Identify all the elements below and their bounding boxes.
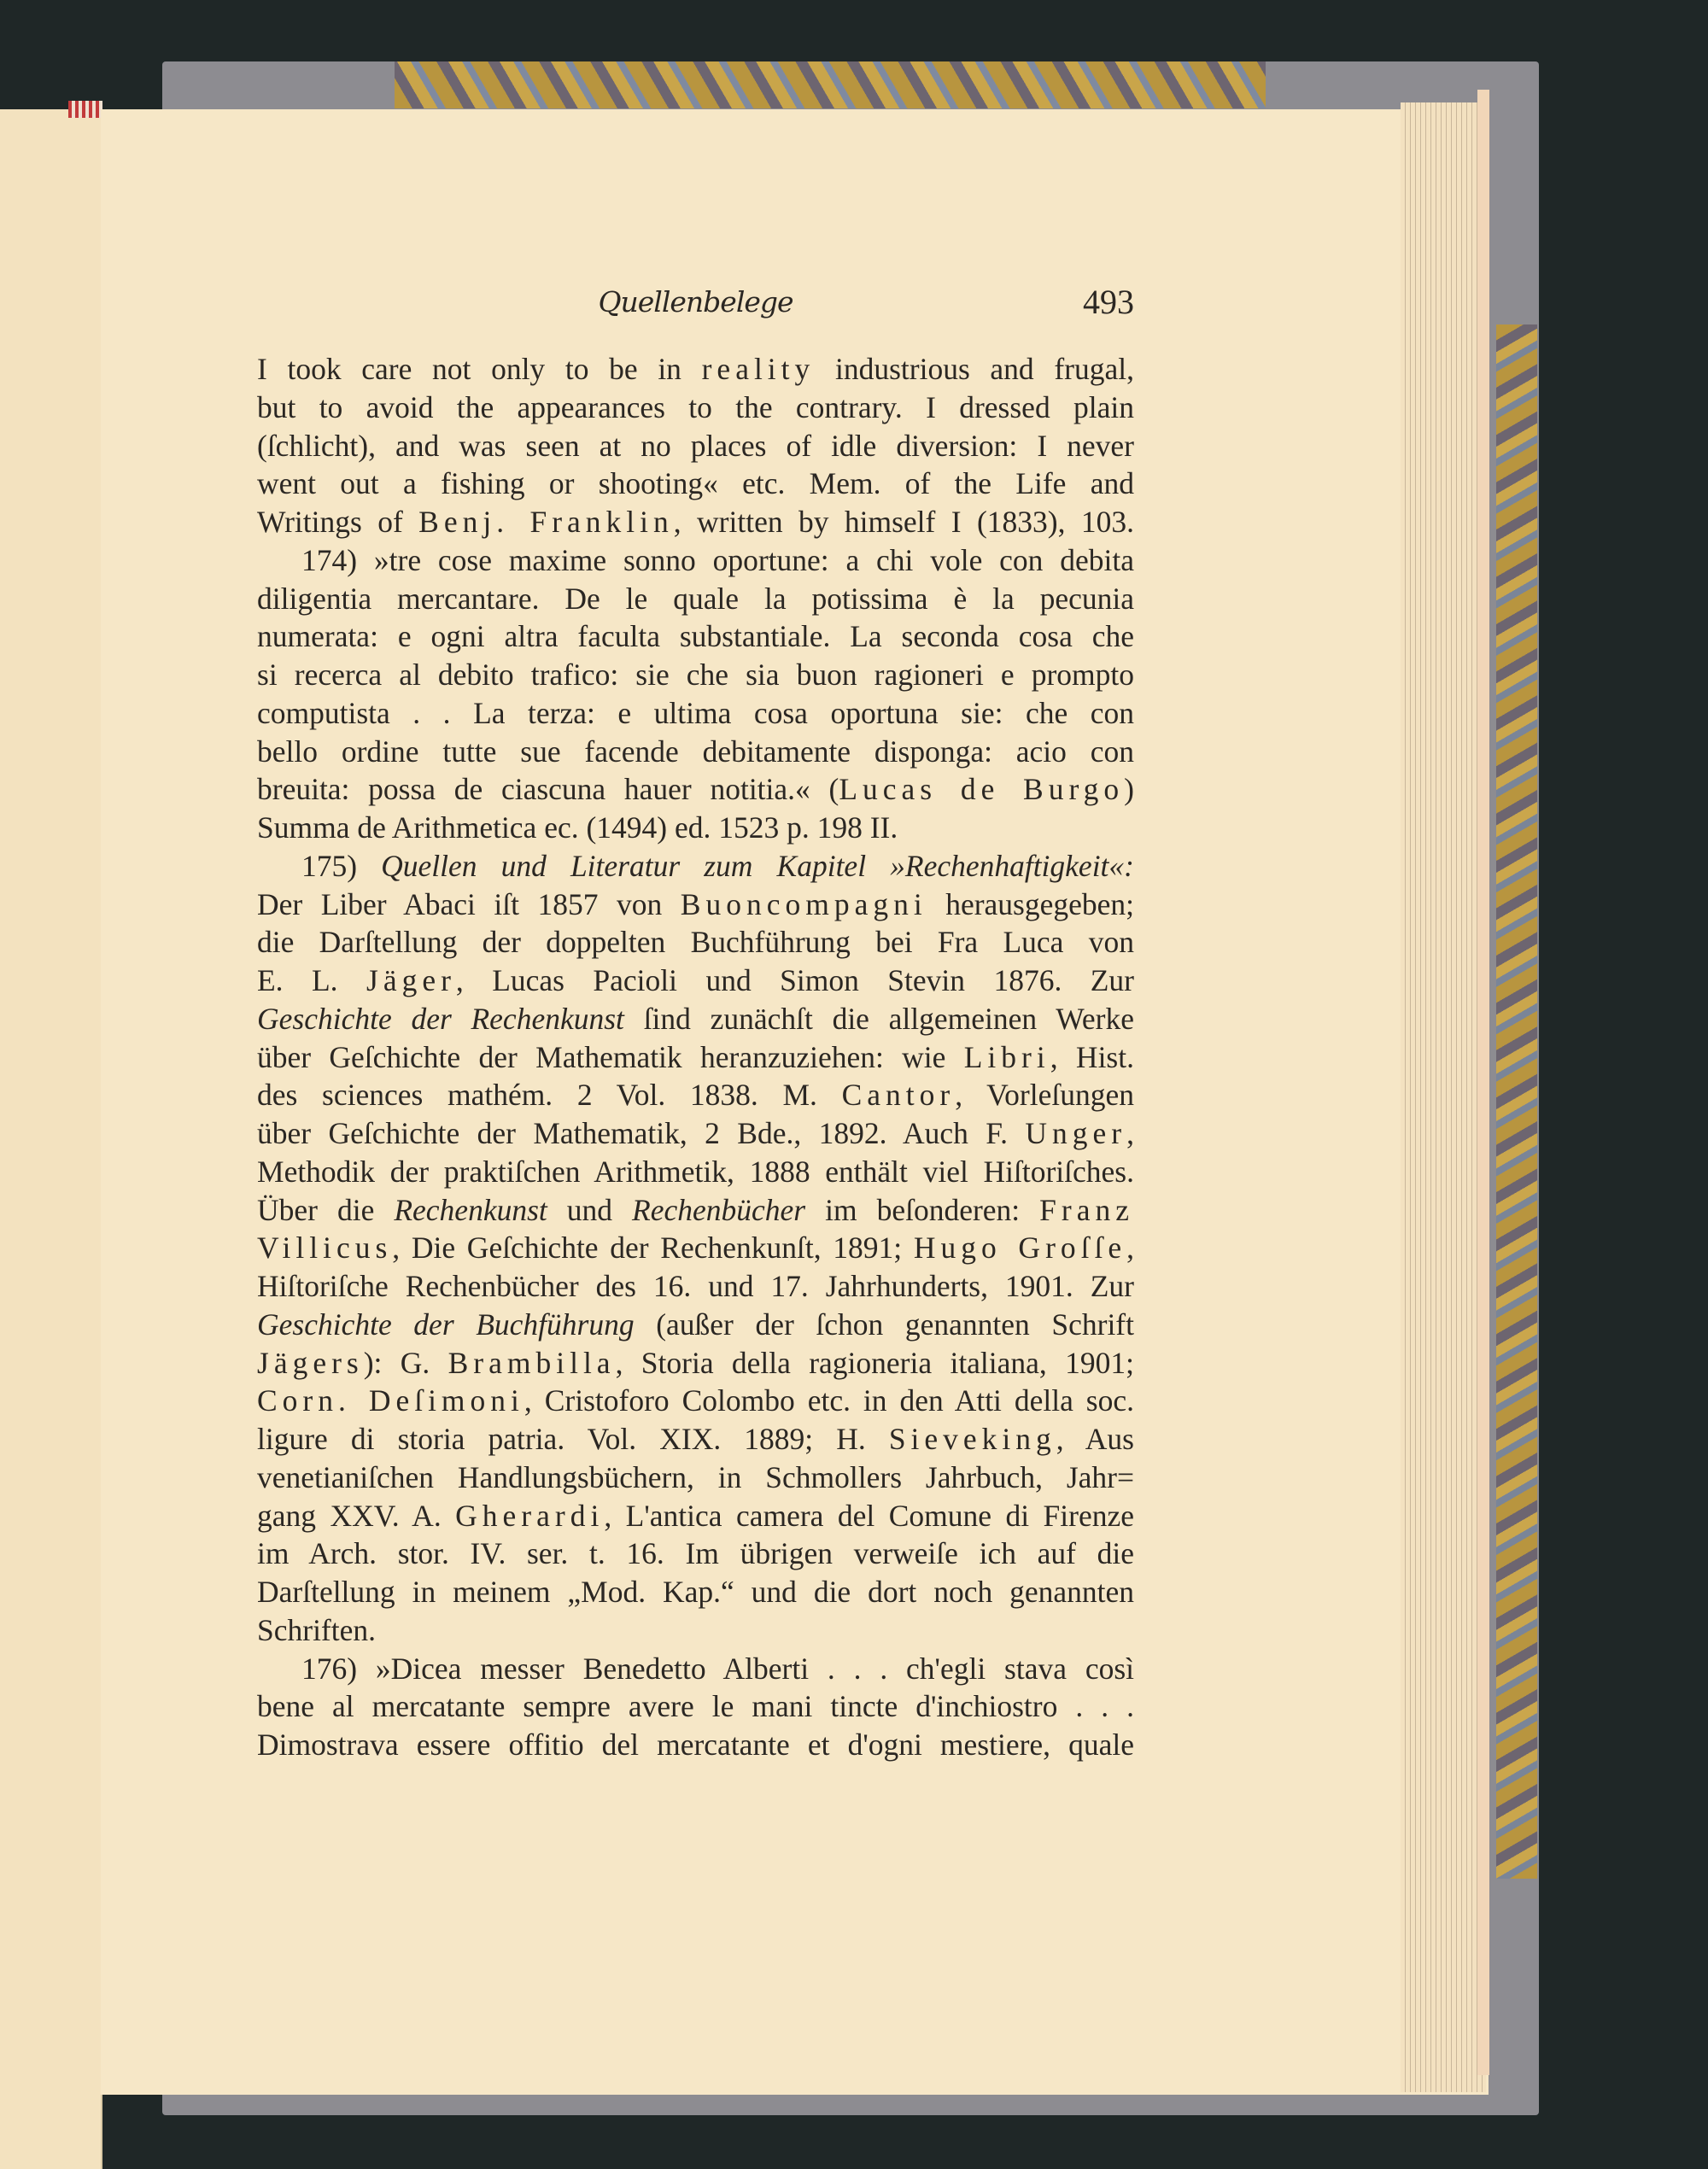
text-segment: , <box>1126 1116 1134 1150</box>
text-line <box>257 503 1134 541</box>
spaced-name: Unger <box>1025 1116 1127 1150</box>
text-segment: , Cristoforo Colombo etc. in den Atti della soc. <box>524 1383 1134 1418</box>
text-line <box>257 962 1134 1000</box>
text-segment: , written by himself I (1833), 103. <box>673 505 1134 539</box>
text-segment: , Hist. <box>1050 1039 1134 1074</box>
text-segment: des sciences mathém. 2 Vol. 1838. M. <box>257 1078 842 1113</box>
text-segment: ſind zunächſt die allgemeinen Werke <box>623 1001 1134 1036</box>
italic-text: Geschichte der Rechenkunst <box>257 1001 624 1036</box>
spaced-name: Gherardi <box>455 1498 605 1533</box>
text-segment: die Darſtellung der doppelten Buchführung bei Fra Luca von <box>257 925 1134 960</box>
text-line <box>257 847 1134 886</box>
text-segment: Methodik der praktiſchen Arithmetik, 1888 enthält viel Hiſtoriſches. <box>257 1154 1134 1189</box>
spaced-name: Jäger <box>366 963 456 997</box>
text-line <box>257 1267 1134 1306</box>
text-segment: Darſtellung in meinem „Mod. Kap.“ und die dort noch genannten <box>257 1575 1134 1609</box>
spaced-name: Jägers <box>257 1345 364 1380</box>
text-line <box>257 541 1134 580</box>
text-segment: (ſchlicht), and was seen at no places of idle diversion: I never <box>257 428 1134 463</box>
text-segment: , Lucas Pacioli und Simon Stevin 1876. Zur <box>455 963 1135 997</box>
text-segment: Über die <box>257 1192 395 1227</box>
marbled-cover-side <box>1496 324 1537 1879</box>
text-line <box>257 1459 1134 1497</box>
text-line <box>257 580 1134 618</box>
spaced-name: Brambilla <box>447 1345 616 1380</box>
headband <box>68 101 102 118</box>
text-line <box>257 389 1134 427</box>
text-segment: venetianiſchen Handlungsbüchern, in Schmollers Jahrbuch, Jahr= <box>257 1459 1134 1494</box>
text-segment: im Arch. stor. IV. ser. t. 16. Im übrigen verweiſe ich auf die <box>257 1536 1134 1571</box>
italic-text: Quellen und Literatur zum Kapitel »Rechenhaftigkeit«: <box>381 848 1134 883</box>
text-line <box>257 886 1134 924</box>
text-segment: Hiſtoriſche Rechenbücher des 16. und 17. Jahrhunderts, 1901. Zur <box>257 1269 1134 1303</box>
spaced-name: Lucas de Burgo <box>839 772 1125 807</box>
text-segment: bene al mercatante sempre avere le mani tincte d'inchiostro . . . <box>257 1689 1134 1724</box>
text-segment: , Storia della ragioneria italiana, 1901; <box>615 1345 1134 1380</box>
text-segment: industrious and frugal, <box>815 352 1134 386</box>
text-segment: (außer der ſchon genannten Schrift <box>634 1307 1134 1342</box>
text-segment: über Geſchichte der Mathematik heranzuziehen: wie <box>257 1039 964 1074</box>
text-line <box>257 1191 1134 1230</box>
text-line <box>257 465 1134 503</box>
text-line <box>257 1726 1134 1764</box>
text-segment: I took care not only to be in <box>257 352 702 386</box>
text-line <box>257 1229 1134 1267</box>
text-segment: 174) »tre cose maxime sonno oportune: a chi vole con debita <box>301 542 1134 577</box>
text-line <box>257 350 1134 389</box>
text-segment: si recerca al debito trafico: sie che sia buon ragioneri e prompto <box>257 658 1134 692</box>
text-segment: im beſonderen: <box>805 1192 1040 1227</box>
text-segment: über Geſchichte der Mathematik, 2 Bde., 1892. Auch F. <box>257 1116 1026 1150</box>
spaced-name: Villicus <box>257 1231 393 1266</box>
text-segment: numerata: e ogni altra faculta substantiale. La seconda cosa che <box>257 619 1134 654</box>
text-line <box>257 1687 1134 1726</box>
spaced-name: Benj. Franklin <box>418 505 674 539</box>
spaced-name: Franz <box>1039 1192 1134 1227</box>
text-line <box>257 1000 1134 1038</box>
text-segment: herausgegeben; <box>927 886 1134 921</box>
text-segment: , L'antica camera del Comune di Firenze <box>604 1498 1134 1533</box>
page-header <box>257 282 1134 324</box>
text-line <box>257 1153 1134 1191</box>
running-title: Quellenbelege <box>598 285 793 319</box>
text-segment: gang XXV. A. <box>257 1498 456 1533</box>
text-segment: , Die Geſchichte der Rechenkunſt, 1891; <box>392 1231 914 1266</box>
text-segment: but to avoid the appearances to the contrary. I dressed plain <box>257 389 1134 424</box>
text-segment: 175) <box>301 848 382 883</box>
text-segment: bello ordine tutte sue facende debitamente disponga: acio con <box>257 734 1134 769</box>
text-segment: E. L. <box>257 963 366 997</box>
text-segment: und <box>547 1192 633 1227</box>
spaced-name: Hugo Groſſe <box>913 1231 1127 1266</box>
text-segment: , <box>1126 1231 1134 1266</box>
text-line <box>257 1573 1134 1611</box>
text-segment: Summa de Arithmetica ec. (1494) ed. 1523 p. 198 II. <box>257 810 898 845</box>
text-line <box>257 1382 1134 1420</box>
italic-text: Rechenbücher <box>632 1192 806 1227</box>
text-segment: went out a fishing or shooting« etc. Mem. of the Life and <box>257 466 1134 501</box>
spaced-name: Buoncompagni <box>680 886 927 921</box>
spaced-name: reality <box>701 352 816 386</box>
text-segment: , Aus <box>1056 1422 1134 1456</box>
spaced-name: Cantor <box>841 1078 956 1113</box>
spaced-name: Libri <box>963 1039 1050 1074</box>
page-edges <box>1401 102 1486 2092</box>
text-segment: ) <box>1124 772 1134 807</box>
text-segment: Writings of <box>257 505 419 539</box>
text-segment: ligure di storia patria. Vol. XIX. 1889; H. <box>257 1422 889 1456</box>
text-line <box>257 1076 1134 1114</box>
text-line <box>257 809 1134 847</box>
text-line <box>257 1650 1134 1688</box>
text-line <box>257 1114 1134 1153</box>
text-line <box>257 923 1134 962</box>
text-line <box>257 427 1134 465</box>
text-segment: Dimostrava essere offitio del mercatante et d'ogni mestiere, quale <box>257 1728 1134 1762</box>
text-segment: , Vorleſungen <box>955 1078 1134 1113</box>
spaced-name: Sieveking <box>888 1422 1056 1456</box>
italic-text: Rechenkunst <box>394 1192 547 1227</box>
text-segment: diligentia mercantare. De le quale la potissima è la pecunia <box>257 581 1134 616</box>
text-line <box>257 694 1134 733</box>
text-segment: ): G. <box>363 1345 448 1380</box>
text-line <box>257 617 1134 656</box>
text-segment: Schriften. <box>257 1612 377 1647</box>
text-segment: breuita: possa de ciascuna hauer notitia.« ( <box>257 772 839 807</box>
text-segment: 176) »Dicea messer Benedetto Alberti . . . ch'egli stava così <box>301 1651 1134 1686</box>
italic-text: Geschichte der Buchführung <box>257 1307 635 1342</box>
text-segment: computista . . La terza: e ultima cosa oportuna sie: che con <box>257 695 1134 730</box>
page-edge-outer <box>1477 90 1489 2075</box>
marbled-cover-top <box>395 61 1266 108</box>
page-body-text <box>257 350 1134 1764</box>
text-line <box>257 1497 1134 1535</box>
text-line <box>257 656 1134 694</box>
text-line <box>257 1611 1134 1650</box>
text-segment: Der Liber Abaci iſt 1857 von <box>257 886 681 921</box>
text-line <box>257 1344 1134 1383</box>
page-number: 493 <box>1083 283 1134 321</box>
left-page <box>0 109 102 2169</box>
text-line <box>257 1420 1134 1459</box>
text-line <box>257 733 1134 771</box>
spaced-name: Corn. Deſimoni <box>257 1383 524 1418</box>
text-line <box>257 770 1134 809</box>
text-line <box>257 1306 1134 1344</box>
text-line <box>257 1535 1134 1573</box>
text-line <box>257 1038 1134 1077</box>
